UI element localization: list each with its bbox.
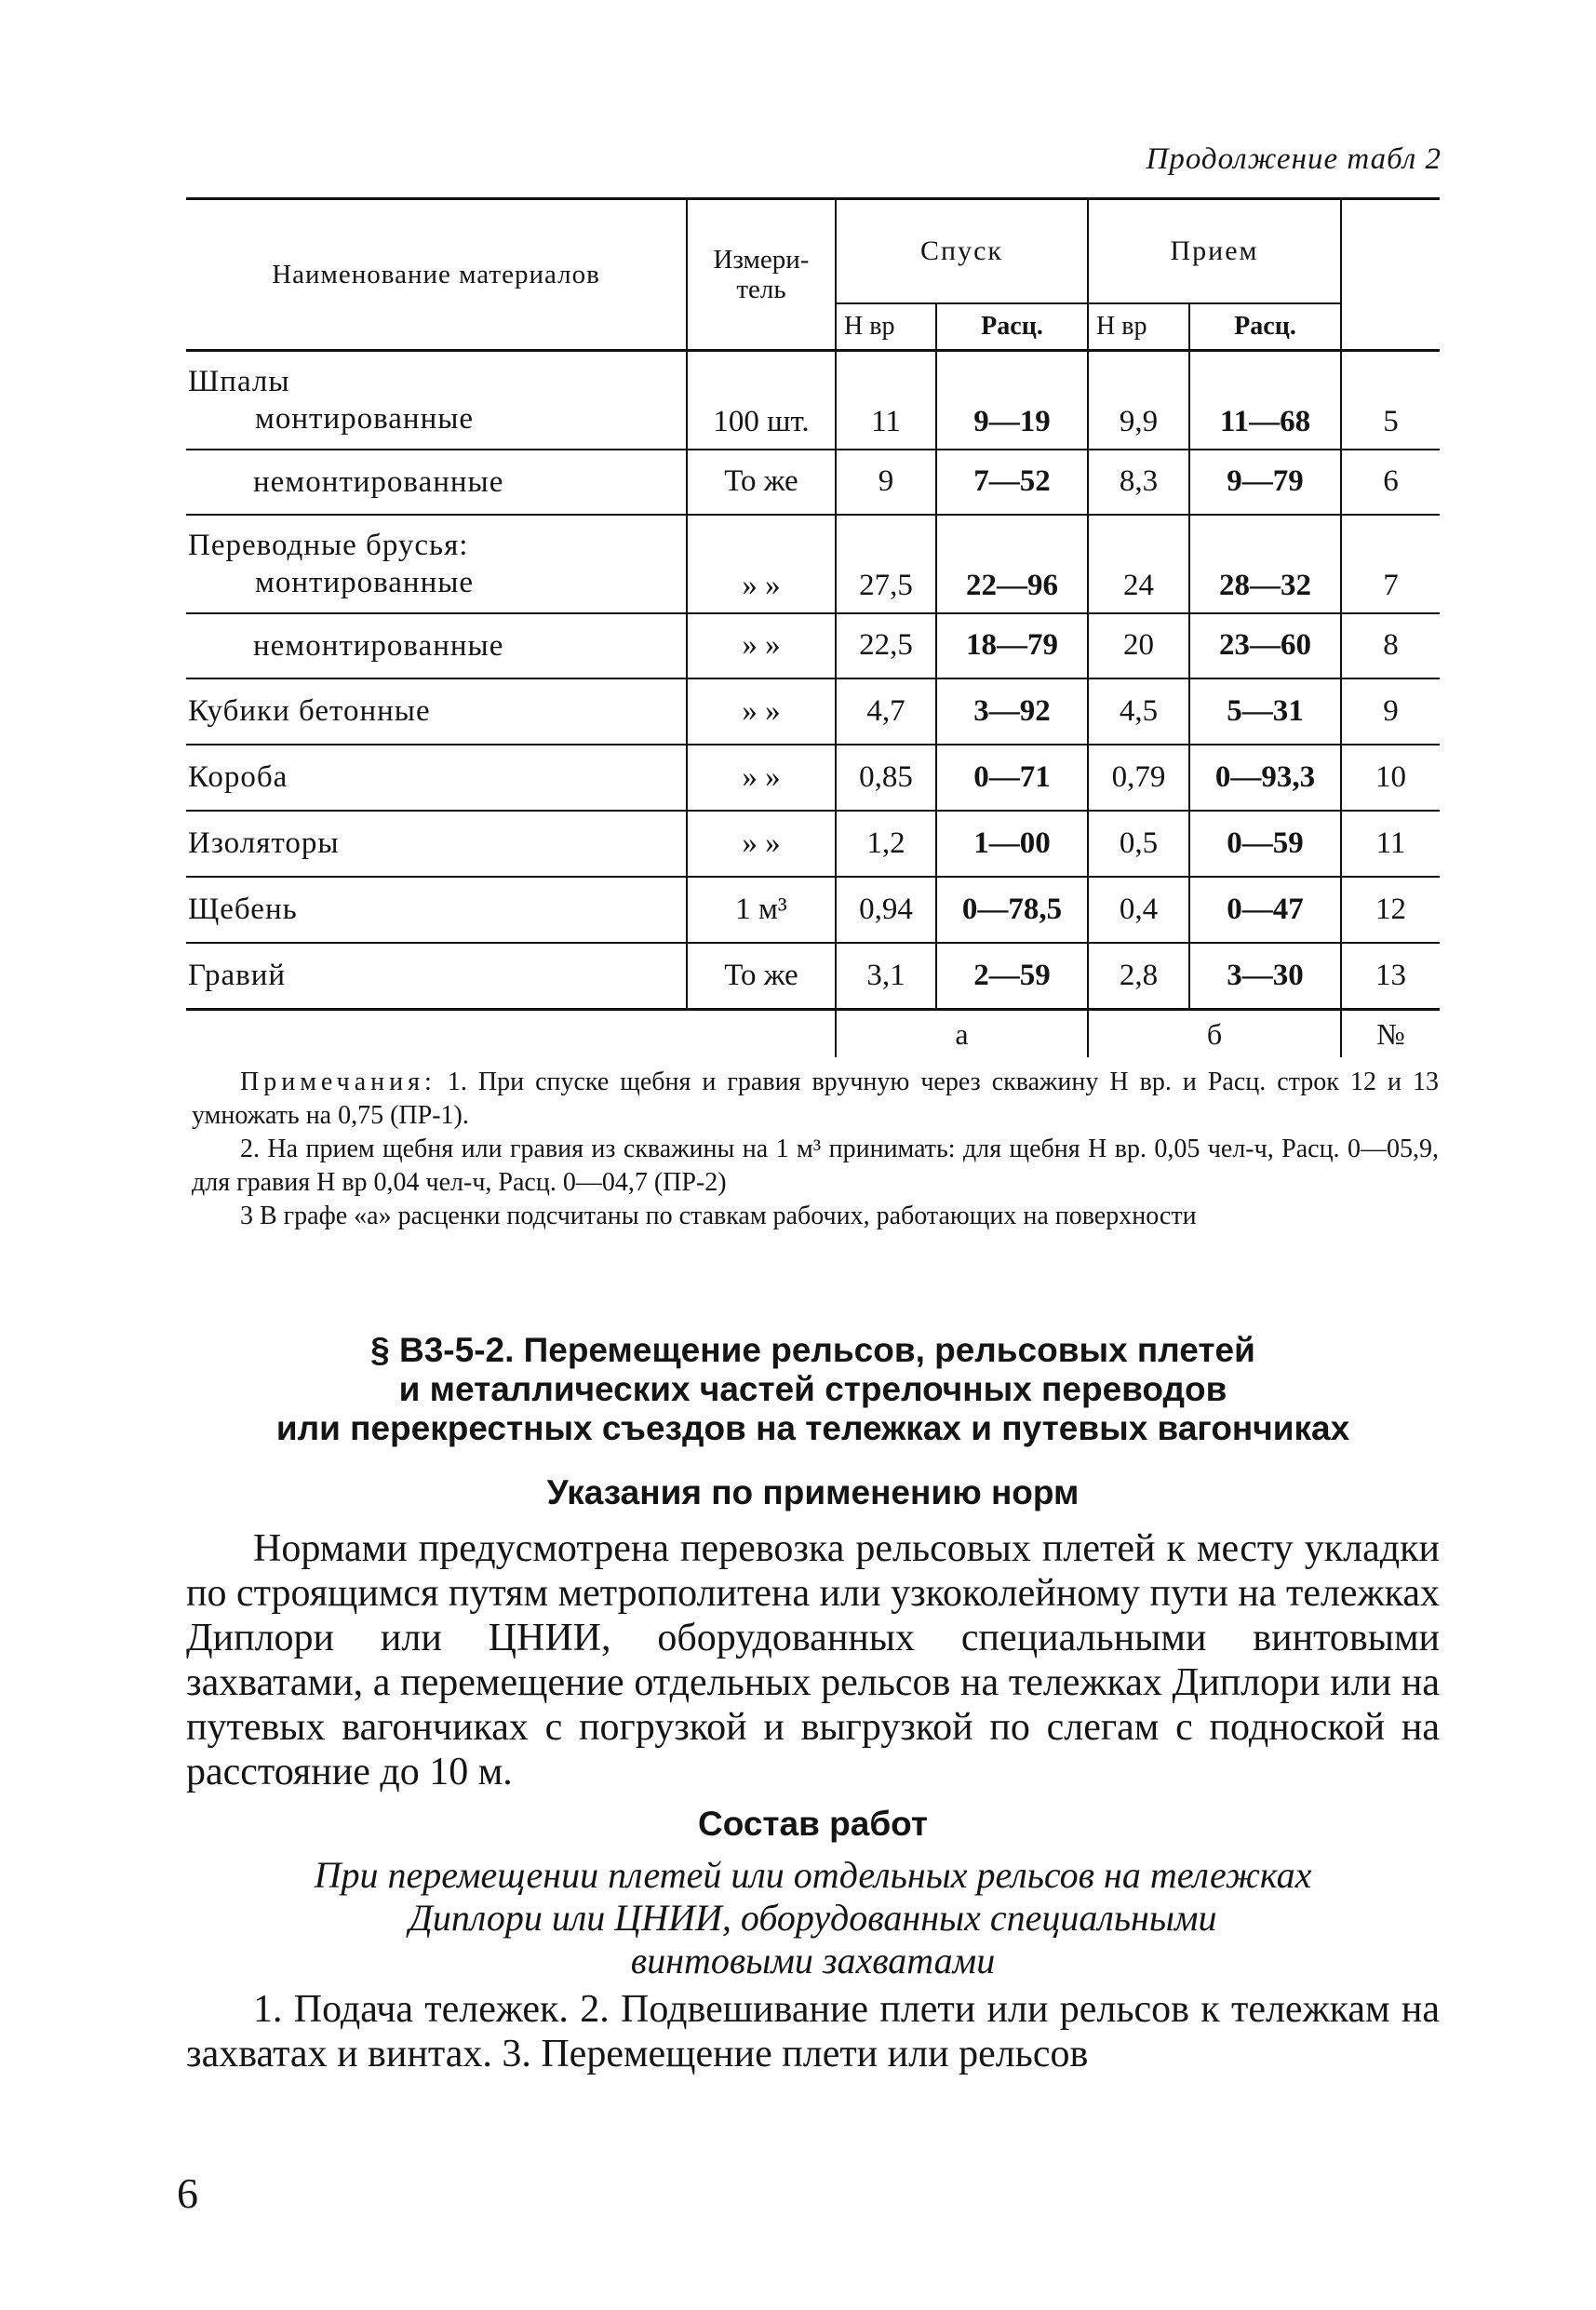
guidance-paragraph: Нормами предусмотрена перевозка рельсовых плетей к месту укладки по строящимся путям метрополитена или узкоколейному пути на тележках Диплори или ЦНИИ, оборудованных специальными винтовыми захватами, а перемещение отдельных рельсов на тележках Диплори или на путевых вагончиках с погрузкой и выгрузкой по слегам с подноской на расстояние до 10 м. bbox=[186, 1527, 1440, 1793]
row-descent-rate: 22—96 bbox=[936, 515, 1088, 613]
footer-column-a: а bbox=[836, 1010, 1088, 1058]
footer-column-b: б bbox=[1088, 1010, 1341, 1058]
row-reception-time: 9,9 bbox=[1088, 351, 1189, 450]
section-title-line: и металлических частей стрелочных переводов bbox=[398, 1370, 1227, 1408]
table-row bbox=[186, 943, 1440, 1010]
footer-empty bbox=[687, 1010, 836, 1058]
row-descent-rate: 18—79 bbox=[936, 613, 1088, 678]
row-reception-rate: 0—93,3 bbox=[1189, 745, 1341, 811]
norms-table bbox=[186, 197, 1440, 1057]
row-descent-time: 27,5 bbox=[836, 515, 936, 613]
row-material-name: Изоляторы bbox=[186, 811, 687, 877]
row-descent-rate: 0—71 bbox=[936, 745, 1088, 811]
header-descent: Спуск bbox=[836, 199, 1088, 304]
work-composition-heading: Состав работ bbox=[698, 1805, 928, 1843]
row-material-name: Кубики бетонные bbox=[186, 678, 687, 745]
header-reception: Прием bbox=[1088, 199, 1341, 304]
row-descent-rate: 9—19 bbox=[936, 351, 1088, 450]
header-number-column bbox=[1341, 199, 1440, 351]
row-material-name: Гравий bbox=[186, 943, 687, 1010]
row-material-name: немонтированные bbox=[186, 613, 687, 678]
row-reception-time: 2,8 bbox=[1088, 943, 1189, 1010]
row-unit: То же bbox=[687, 450, 836, 515]
row-descent-time: 4,7 bbox=[836, 678, 936, 745]
row-descent-time: 0,85 bbox=[836, 745, 936, 811]
row-reception-rate: 0—59 bbox=[1189, 811, 1341, 877]
row-reception-time: 20 bbox=[1088, 613, 1189, 678]
row-material-subtype: монтированные bbox=[255, 565, 475, 599]
row-descent-rate: 3—92 bbox=[936, 678, 1088, 745]
row-descent-rate: 1—00 bbox=[936, 811, 1088, 877]
row-descent-time: 3,1 bbox=[836, 943, 936, 1010]
row-reception-rate: 9—79 bbox=[1189, 450, 1341, 515]
table-row bbox=[186, 351, 1440, 450]
row-reception-time: 4,5 bbox=[1088, 678, 1189, 745]
row-unit: 1 м³ bbox=[687, 877, 836, 943]
note-3: 3 В графе «а» расценки подсчитаны по ставкам рабочих, работающих на поверхности bbox=[240, 1202, 1197, 1230]
row-number: 7 bbox=[1341, 515, 1440, 613]
row-material-name: Щебень bbox=[186, 877, 687, 943]
row-material-name: Короба bbox=[186, 745, 687, 811]
footer-number-sign: № bbox=[1341, 1010, 1440, 1058]
row-reception-rate: 0—47 bbox=[1189, 877, 1341, 943]
row-reception-rate: 28—32 bbox=[1189, 515, 1341, 613]
table-row bbox=[186, 811, 1440, 877]
row-reception-rate: 23—60 bbox=[1189, 613, 1341, 678]
row-number: 13 bbox=[1341, 943, 1440, 1010]
table-notes bbox=[192, 1066, 1439, 1233]
table-row bbox=[186, 613, 1440, 678]
page-number: 6 bbox=[177, 2169, 198, 2217]
work-composition-paragraph: 1. Подача тележек. 2. Подвешивание плети или рельсов к тележкам на захватах и винтах. 3. Перемещение плети или рельсов bbox=[186, 1988, 1440, 2075]
table-footer-row bbox=[186, 1010, 1440, 1058]
row-descent-rate: 2—59 bbox=[936, 943, 1088, 1010]
header-descent-time: Н вр bbox=[836, 303, 936, 351]
footer-empty bbox=[186, 1010, 687, 1058]
row-descent-time: 9 bbox=[836, 450, 936, 515]
row-material-name bbox=[186, 515, 687, 613]
header-reception-time: Н вр bbox=[1088, 303, 1189, 351]
row-number: 11 bbox=[1341, 811, 1440, 877]
row-material-name: немонтированные bbox=[186, 450, 687, 515]
row-unit: » » bbox=[687, 613, 836, 678]
row-unit: » » bbox=[687, 745, 836, 811]
header-descent-rate: Расц. bbox=[936, 303, 1088, 351]
table-row bbox=[186, 678, 1440, 745]
table-row bbox=[186, 450, 1440, 515]
row-descent-time: 0,94 bbox=[836, 877, 936, 943]
row-material-subtype: монтированные bbox=[255, 401, 475, 436]
subheading-line: Диплори или ЦНИИ, оборудованных специальными bbox=[409, 1897, 1217, 1939]
row-number: 8 bbox=[1341, 613, 1440, 678]
row-number: 12 bbox=[1341, 877, 1440, 943]
row-unit: » » bbox=[687, 678, 836, 745]
row-material-group: Переводные брусья: bbox=[188, 528, 469, 562]
note-1 bbox=[192, 1066, 1439, 1133]
row-descent-time: 1,2 bbox=[836, 811, 936, 877]
row-descent-time: 22,5 bbox=[836, 613, 936, 678]
section-title bbox=[186, 1331, 1440, 1448]
row-number: 9 bbox=[1341, 678, 1440, 745]
row-descent-time: 11 bbox=[836, 351, 936, 450]
row-descent-rate: 0—78,5 bbox=[936, 877, 1088, 943]
section-title-line: или перекрестных съездов на тележках и путевых вагончиках bbox=[275, 1409, 1350, 1447]
row-material-name bbox=[186, 351, 687, 450]
header-reception-rate: Расц. bbox=[1189, 303, 1341, 351]
row-reception-rate: 3—30 bbox=[1189, 943, 1341, 1010]
row-number: 10 bbox=[1341, 745, 1440, 811]
row-number: 5 bbox=[1341, 351, 1440, 450]
table-continuation-label: Продолжение табл 2 bbox=[1146, 142, 1442, 176]
work-composition-subheading bbox=[186, 1854, 1440, 1982]
row-unit: То же bbox=[687, 943, 836, 1010]
notes-label: Примечания: bbox=[240, 1068, 436, 1096]
note-2: 2. На прием щебня или гравия из скважины на 1 м³ принимать: для щебня Н вр. 0,05 чел-ч, Расц. 0—05,9, для гравия Н вр 0,04 чел-ч, Расц. 0—04,7 (ПР-2) bbox=[192, 1135, 1439, 1197]
row-unit: » » bbox=[687, 811, 836, 877]
row-reception-time: 8,3 bbox=[1088, 450, 1189, 515]
table-row bbox=[186, 745, 1440, 811]
subheading-line: винтовыми захватами bbox=[630, 1940, 996, 1981]
subheading-line: При перемещении плетей или отдельных рельсов на тележках bbox=[314, 1854, 1312, 1896]
header-material-name: Наименование материалов bbox=[186, 199, 687, 351]
note-1-text: 1. При спуске щебня и гравия вручную через скважину Н вр. и Расц. строк 12 и 13 умножать на 0,75 (ПР-1). bbox=[192, 1068, 1439, 1130]
row-unit: » » bbox=[687, 515, 836, 613]
row-descent-rate: 7—52 bbox=[936, 450, 1088, 515]
row-reception-rate: 11—68 bbox=[1189, 351, 1341, 450]
row-reception-time: 0,4 bbox=[1088, 877, 1189, 943]
row-reception-rate: 5—31 bbox=[1189, 678, 1341, 745]
table-row bbox=[186, 515, 1440, 613]
row-reception-time: 24 bbox=[1088, 515, 1189, 613]
row-material-group: Шпалы bbox=[188, 364, 290, 398]
guidance-heading: Указания по применению норм bbox=[546, 1473, 1080, 1511]
row-reception-time: 0,5 bbox=[1088, 811, 1189, 877]
header-unit: Измери-тель bbox=[687, 199, 836, 351]
row-unit: 100 шт. bbox=[687, 351, 836, 450]
table-row bbox=[186, 877, 1440, 943]
row-reception-time: 0,79 bbox=[1088, 745, 1189, 811]
section-title-line: § В3-5-2. Перемещение рельсов, рельсовых плетей bbox=[370, 1331, 1255, 1369]
row-number: 6 bbox=[1341, 450, 1440, 515]
